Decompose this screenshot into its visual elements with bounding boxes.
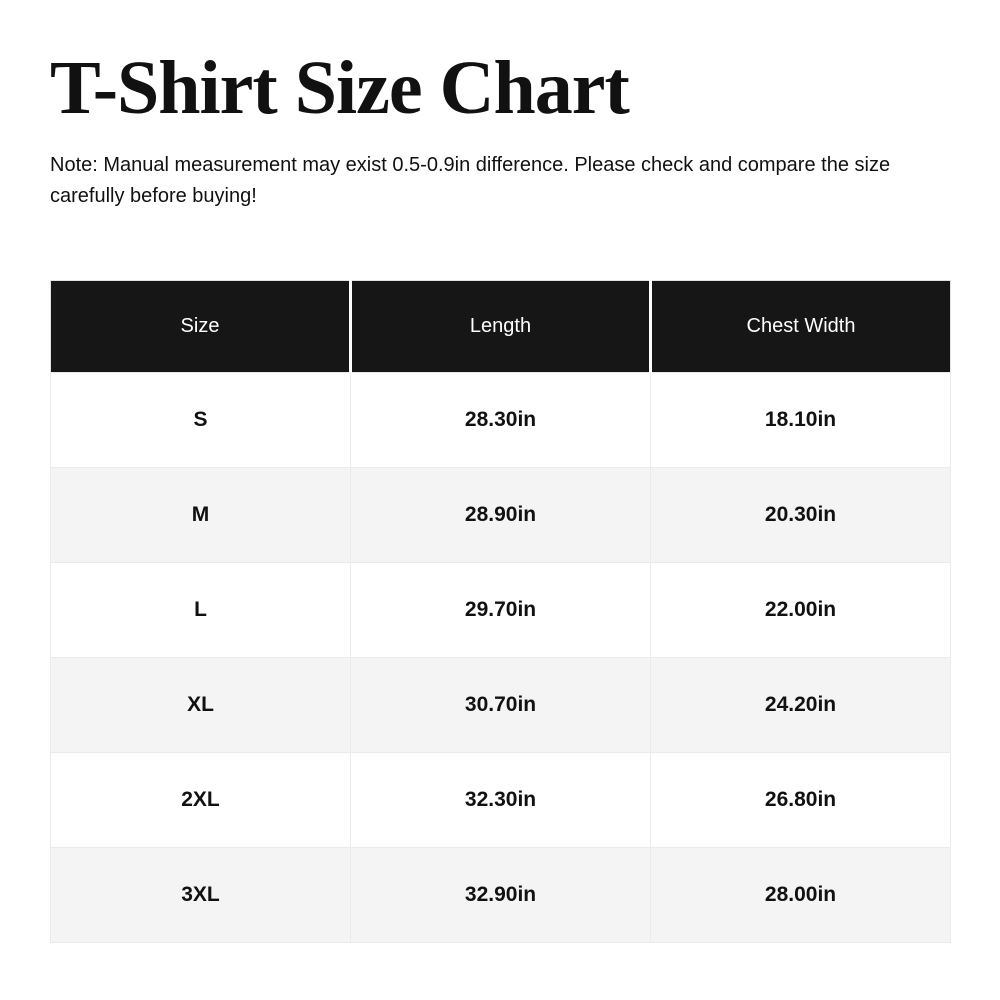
cell-size: XL bbox=[51, 657, 351, 752]
cell-size: S bbox=[51, 372, 351, 467]
table-body bbox=[51, 372, 951, 942]
cell-size: 3XL bbox=[51, 847, 351, 942]
cell-chest-width: 26.80in bbox=[651, 752, 951, 847]
note-text bbox=[50, 150, 950, 212]
page-title: T-Shirt Size Chart bbox=[50, 46, 629, 130]
note-line-1: Note: Manual measurement may exist 0.5-0.9in difference. Please check and compare the size bbox=[50, 153, 891, 176]
note-line-2: carefully before buying! bbox=[50, 184, 257, 207]
cell-length: 29.70in bbox=[351, 562, 651, 657]
cell-length: 32.30in bbox=[351, 752, 651, 847]
table-row bbox=[51, 467, 951, 562]
cell-chest-width: 20.30in bbox=[651, 467, 951, 562]
table-row bbox=[51, 847, 951, 942]
column-header-chest-width: Chest Width bbox=[651, 280, 951, 372]
table-row bbox=[51, 752, 951, 847]
size-chart-table bbox=[50, 280, 951, 943]
cell-chest-width: 22.00in bbox=[651, 562, 951, 657]
table-row bbox=[51, 562, 951, 657]
cell-size: 2XL bbox=[51, 752, 351, 847]
cell-length: 32.90in bbox=[351, 847, 651, 942]
column-header-size: Size bbox=[51, 280, 351, 372]
cell-length: 28.30in bbox=[351, 372, 651, 467]
cell-chest-width: 18.10in bbox=[651, 372, 951, 467]
table-row bbox=[51, 372, 951, 467]
table-row bbox=[51, 657, 951, 752]
cell-size: L bbox=[51, 562, 351, 657]
cell-length: 28.90in bbox=[351, 467, 651, 562]
table-header bbox=[51, 280, 951, 372]
cell-size: M bbox=[51, 467, 351, 562]
column-header-length: Length bbox=[351, 280, 651, 372]
table-header-row bbox=[51, 280, 951, 372]
cell-length: 30.70in bbox=[351, 657, 651, 752]
cell-chest-width: 24.20in bbox=[651, 657, 951, 752]
cell-chest-width: 28.00in bbox=[651, 847, 951, 942]
